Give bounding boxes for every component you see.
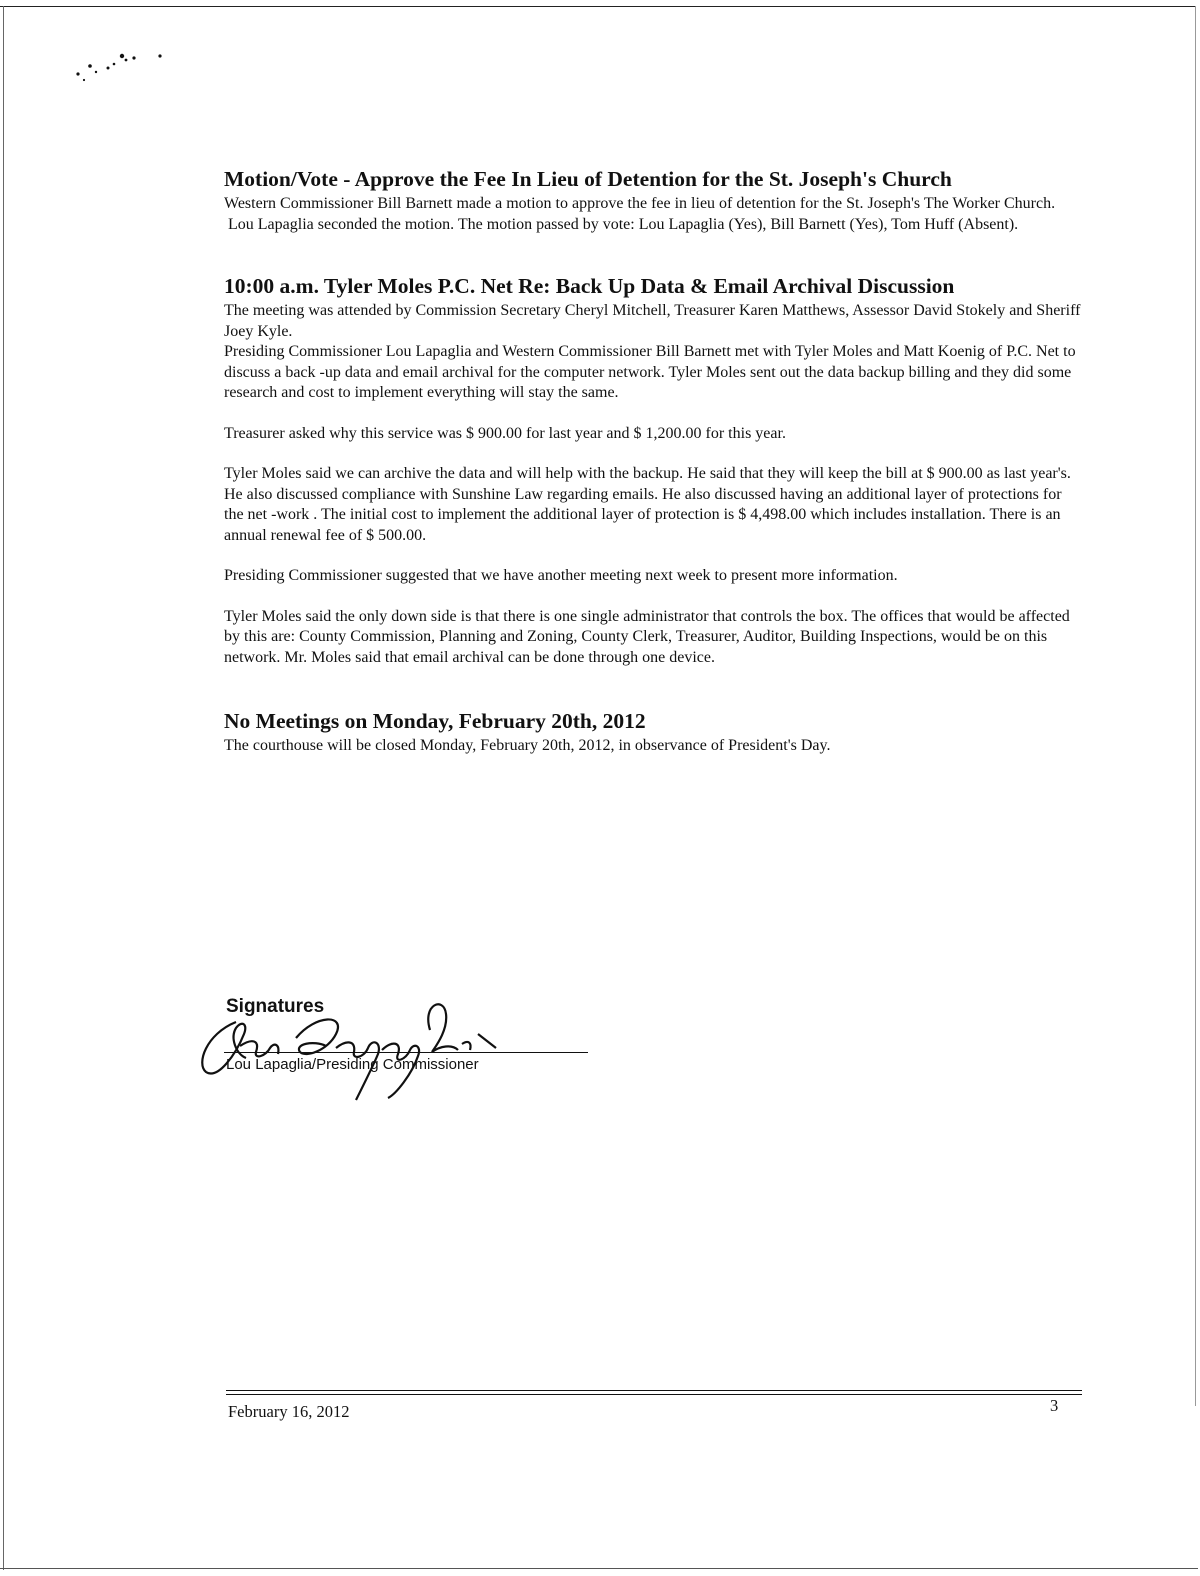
paragraph: The meeting was attended by Commission Secretary Cheryl Mitchell, Treasurer Karen Matthews, Assessor David Stokely and Sheriff Joey Kyle. [224, 302, 1081, 340]
section-backup-data-discussion [224, 273, 1084, 668]
paragraph: Presiding Commissioner Lou Lapaglia and Western Commissioner Bill Barnett met with Tyler Moles and Matt Koenig of P.C. Net to discuss a back -up data and email archival for the computer network. Tyler Moles sent out the data backup billing and they did some research and cost to implement everything will stay the same. [224, 343, 1076, 401]
paragraph: Presiding Commissioner suggested that we have another meeting next week to present more information. [224, 567, 898, 584]
paragraph: Lou Lapaglia seconded the motion. The motion passed by vote: Lou Lapaglia (Yes), Bill Barnett (Yes), Tom Huff (Absent). [228, 215, 1019, 233]
scan-right-border [1195, 6, 1196, 1406]
section-heading: No Meetings on Monday, February 20th, 2012 [224, 709, 646, 733]
document-body [224, 166, 1084, 757]
page-number: 3 [1050, 1396, 1059, 1415]
paragraph: Treasurer asked why this service was $ 900.00 for last year and $ 1,200.00 for this year. [224, 424, 786, 442]
section-heading: 10:00 a.m. Tyler Moles P.C. Net Re: Back Up Data & Email Archival Discussion [224, 274, 955, 298]
footer-date: February 16, 2012 [228, 1402, 350, 1421]
scan-left-border [3, 6, 4, 1570]
paragraph: Western Commissioner Bill Barnett made a motion to approve the fee in lieu of detention for the St. Joseph's The Worker Church. [224, 195, 1056, 212]
section-fee-in-lieu [224, 166, 1084, 235]
section-heading: Motion/Vote - Approve the Fee In Lieu of Detention for the St. Joseph's Church [224, 167, 952, 191]
scan-top-border [0, 6, 1196, 7]
paragraph: Tyler Moles said we can archive the data and will help with the backup. He said that they will keep the bill at $ 900.00 as last year's. He also discussed compliance with Sunshine Law regarding emails. He also discussed having an additional layer of protections for the net -work . The initial cost to implement the additional layer of protection is $ 4,498.00 which includes installation. There is an annual renewal fee of $ 500.00. [224, 465, 1071, 544]
signatory-name: Lou Lapaglia/Presiding Commissioner [226, 1056, 479, 1073]
scan-speckles [70, 44, 170, 84]
signatures-label: Signatures [226, 996, 325, 1017]
handwritten-signature [196, 994, 516, 1104]
signature-line [224, 1052, 588, 1053]
paragraph: Tyler Moles said the only down side is that there is one single administrator that controls the box. The offices that would be affected by this are: County Commission, Planning and Zoning, County Clerk, Treasurer, Auditor, Building Inspections, would be on this network. Mr. Moles said that email archival can be done through one device. [224, 607, 1070, 666]
scan-bottom-border [0, 1568, 1198, 1569]
footer-rule-secondary [226, 1394, 1082, 1395]
paragraph: The courthouse will be closed Monday, February 20th, 2012, in observance of President's Day. [224, 737, 831, 754]
section-no-meetings [224, 708, 1084, 757]
footer-rule [226, 1390, 1082, 1391]
